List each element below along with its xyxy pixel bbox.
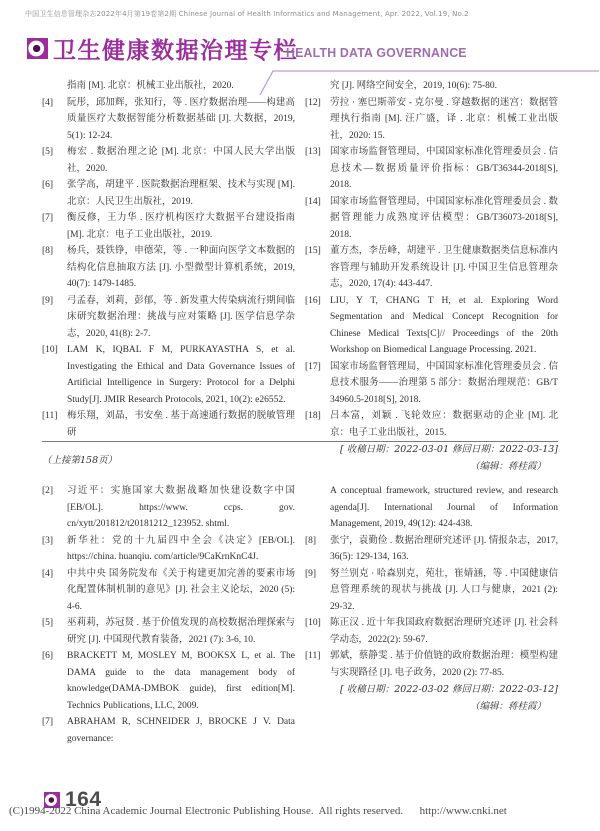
reference-entry xyxy=(305,533,558,566)
reference-number: [4] xyxy=(42,97,54,108)
editor-note: （编辑：蒋桂霞） xyxy=(469,461,546,472)
references-column-right xyxy=(305,78,558,475)
reference-number: [7] xyxy=(42,213,54,223)
reference-entry xyxy=(42,342,295,408)
reference-entry xyxy=(305,243,558,293)
reference-text: 梅乐翔，刘晶，韦安垒 . 基于高速通行数据的脱敏管理研 xyxy=(67,411,295,438)
reference-number xyxy=(305,483,330,533)
column-title-english: HEALTH DATA GOVERNANCE xyxy=(286,45,467,60)
reference-text: ABRAHAM R, SCHNEIDER J, BROCKE J V. Data governance: xyxy=(67,717,295,744)
reference-text: 国家市场监督管理局，中国国家标准化管理委员会 . 数据管理能力成熟度评估模型：GB/T36073-2018[S], 2018. xyxy=(330,196,558,240)
reference-entry xyxy=(42,243,295,293)
reference-text: LIU, Y T, CHANG T H, et al. Exploring Word Segmentation and Medical Concept Recognition for Chinese Medical Texts[C]// Proceedings of the 20th Workshop on Biomedical Language Processing. 2021. xyxy=(330,295,558,355)
continued-from-page-note: （上接第158页） xyxy=(42,455,118,466)
reference-entry xyxy=(42,566,295,616)
reference-number: [2] xyxy=(42,486,54,496)
reference-entry xyxy=(42,714,295,747)
reference-entry xyxy=(42,78,295,95)
reference-number xyxy=(305,78,330,95)
reference-text: 新华社：党的十九届四中全会《决定》[EB/OL]. https://china. huanqiu. com/article/9CaKrnKnC4J. xyxy=(67,535,295,562)
reference-text: 董方杰，李岳峰，胡建平 . 卫生健康数据类信息标准内容管理与辅助开发系统设计 [J]. 中国卫生信息管理杂志，2020, 17(4): 443-447. xyxy=(330,246,558,289)
reference-number: [8] xyxy=(42,246,54,256)
received-revised-dates: [ 收稿日期：2022-03-01 修回日期：2022-03-13] xyxy=(340,444,558,455)
reference-number: [9] xyxy=(305,568,317,579)
reference-number: [11] xyxy=(305,651,321,661)
references-column-left xyxy=(42,483,295,747)
reference-entry xyxy=(305,293,558,359)
reference-entry xyxy=(305,144,558,194)
reference-number: [6] xyxy=(42,651,54,661)
editor-note: （编辑：蒋桂霞） xyxy=(469,701,546,712)
reference-number: [16] xyxy=(305,295,321,306)
reference-entry xyxy=(305,566,558,616)
reference-entry xyxy=(42,144,295,177)
reference-entry xyxy=(42,615,295,648)
reference-text: 国家市场监督管理局，中国国家标准化管理委员会 . 信息技术—数据质量评价指标：GB/T36344-2018[S], 2018. xyxy=(330,147,558,190)
reference-text: 指南 [M]. 北京：机械工业出版社，2020. xyxy=(67,81,234,91)
reference-text: 劳拉 · 塞巴斯蒂安 - 克尔曼 . 穿越数据的迷宫：数据管理执行指南 [M]. 汪广盛，译 . 北京：机械工业出版社，2020: 15. xyxy=(330,97,558,141)
reference-entry xyxy=(42,408,295,441)
reference-entry xyxy=(305,648,558,681)
journal-issue-line: 中国卫生信息管理杂志2022年4月第19卷第2期 Chinese Journal of Health Informatics and Management, Apr. 2022, Vol.19, No.2 xyxy=(25,10,469,18)
reference-entry xyxy=(305,78,558,95)
reference-number: [14] xyxy=(305,196,321,207)
reference-text: 张学高，胡建平 . 医院数据治理框架、技术与实现 [M]. 北京：人民卫生出版社，2019. xyxy=(67,180,295,207)
reference-entry xyxy=(305,95,558,145)
references-section-2 xyxy=(42,483,558,747)
journal-logo-icon xyxy=(27,38,48,59)
reference-number: [17] xyxy=(305,361,321,372)
received-revised-dates: [ 收稿日期：2022-03-02 修回日期：2022-03-12] xyxy=(340,684,558,695)
reference-number: [5] xyxy=(42,147,54,157)
reference-text: 中共中央 国务院发布《关于构建更加完善的要素市场化配置体制机制的意见》[J]. 社会主义论坛，2020 (5): 4-6. xyxy=(67,568,295,612)
reference-number: [15] xyxy=(305,246,321,256)
column-banner xyxy=(0,32,600,68)
reference-text: LAM K, IQBAL F M, PURKAYASTHA S, et al. Investigating the Ethical and Data Governance Issues of Artificial Intelligence in Surgery: Protocol for a Delphi Study[J]. JMIR Research Protocols, 2021, 10(2): e26552. xyxy=(67,345,295,405)
reference-number: [3] xyxy=(42,535,54,546)
reference-entry xyxy=(305,615,558,648)
reference-entry xyxy=(305,359,558,409)
reference-entry xyxy=(42,533,295,566)
reference-number: [8] xyxy=(305,535,317,546)
reference-text: 阮彤，邱加辉，张知行，等 . 医疗数据治理——构建高质量医疗大数据智能分析数据基础 [J]. 大数据，2019, 5(1): 12-24. xyxy=(67,97,295,141)
reference-number: [9] xyxy=(42,295,54,306)
reference-text: 张宁，袁勤俭 . 数据治理研究述评 [J]. 情报杂志，2017, 36(5): 129-134, 163. xyxy=(330,535,558,562)
reference-entry xyxy=(42,210,295,243)
reference-number: [4] xyxy=(42,568,54,579)
reference-text: 弓孟春，刘莉，彭郁，等 . 新发重大传染病流行期间临床研究数据治理：挑战与应对策略 [J]. 医学信息学杂志，2020, 41(8): 2-7. xyxy=(67,295,295,339)
reference-text: 吕本富，刘颖 . 飞轮效应：数据驱动的企业 [M]. 北京：电子工业出版社，2015. xyxy=(330,411,558,438)
reference-text: 梅宏 . 数据治理之论 [M]. 北京：中国人民大学出版社，2020. xyxy=(67,147,295,174)
reference-number: [7] xyxy=(42,717,54,727)
reference-entry xyxy=(42,293,295,343)
column-title-chinese: 卫生健康数据治理专栏 xyxy=(53,38,298,64)
reference-entry xyxy=(42,483,295,533)
reference-text: 努兰别克 · 哈森别克，苑壮，崔婧涵，等 . 中国健康信息管理系统的现状与挑战 [J]. 人口与健康，2021 (2): 29-32. xyxy=(330,568,558,612)
reference-entry xyxy=(305,483,558,533)
references-column-left xyxy=(42,78,295,475)
reference-text: 国家市场监督管理局，中国国家标准化管理委员会 . 信息技术服务——治理第 5 部分：数据治理规范：GB/T 34960.5-2018[S], 2018. xyxy=(330,361,558,405)
reference-entry xyxy=(305,194,558,244)
reference-text: 究 [J]. 网络空间安全，2019, 10(6): 75-80. xyxy=(330,81,498,91)
references-section-1 xyxy=(42,78,558,475)
reference-entry xyxy=(42,648,295,714)
reference-number: [10] xyxy=(305,618,321,628)
reference-entry xyxy=(42,177,295,210)
reference-text: 巫莉莉，苏冠贤 . 基于价值发现的高校数据治理探索与研究 [J]. 中国现代教育装备，2021 (7): 3-6, 10. xyxy=(67,618,295,645)
reference-text: 杨兵，聂铁铮，申德荣，等 . 一种面向医学文本数据的结构化信息抽取方法 [J]. 小型微型计算机系统，2019, 40(7): 1479-1485. xyxy=(67,246,295,289)
reference-text: BRACKETT M, MOSLEY M, BOOKSX L, et al. The DAMA guide to the data management body of knowledge(DAMA-DMBOK guide), first edition[M]. Technics Publications, LLC, 2009. xyxy=(67,651,295,711)
reference-entry xyxy=(305,408,558,441)
reference-text: 郭斌，蔡静雯 . 基于价值链的政府数据治理：模型构建与实现路径 [J]. 电子政务，2020 (2): 77-85. xyxy=(330,651,558,678)
section-divider-rule xyxy=(42,441,558,442)
reference-number: [11] xyxy=(42,411,58,421)
reference-number: [10] xyxy=(42,345,58,355)
reference-text: A conceptual framework, structured review, and research agenda[J]. International Journal of Information Management, 2019, 49(12): 424-438. xyxy=(330,486,558,529)
reference-entry xyxy=(42,95,295,145)
reference-number: [12] xyxy=(305,97,321,108)
reference-number: [5] xyxy=(42,618,54,628)
reference-text: 衡反修，王力华 . 医疗机构医疗大数据平台建设指南 [M]. 北京：电子工业出版社，2019. xyxy=(67,213,295,240)
reference-text: 陈正汉 . 近十年我国政府数据治理研究述评 [J]. 社会科学动态，2022(2): 59-67. xyxy=(330,618,558,645)
reference-number: [13] xyxy=(305,147,321,157)
page-number: 164 xyxy=(65,788,102,811)
copyright-line: (C)1994-2022 China Academic Journal Electronic Publishing House. All rights reserved. http://www.cnki.net xyxy=(9,805,507,817)
reference-number: [6] xyxy=(42,180,54,190)
reference-number: [18] xyxy=(305,411,321,421)
references-column-right xyxy=(305,483,558,747)
reference-text: 习近平：实施国家大数据战略加快建设数字中国 [EB/OL]. https://www. ccps. gov. cn/xytt/201812/t20181212_123952. shtml. xyxy=(67,486,295,529)
reference-number xyxy=(42,78,67,95)
